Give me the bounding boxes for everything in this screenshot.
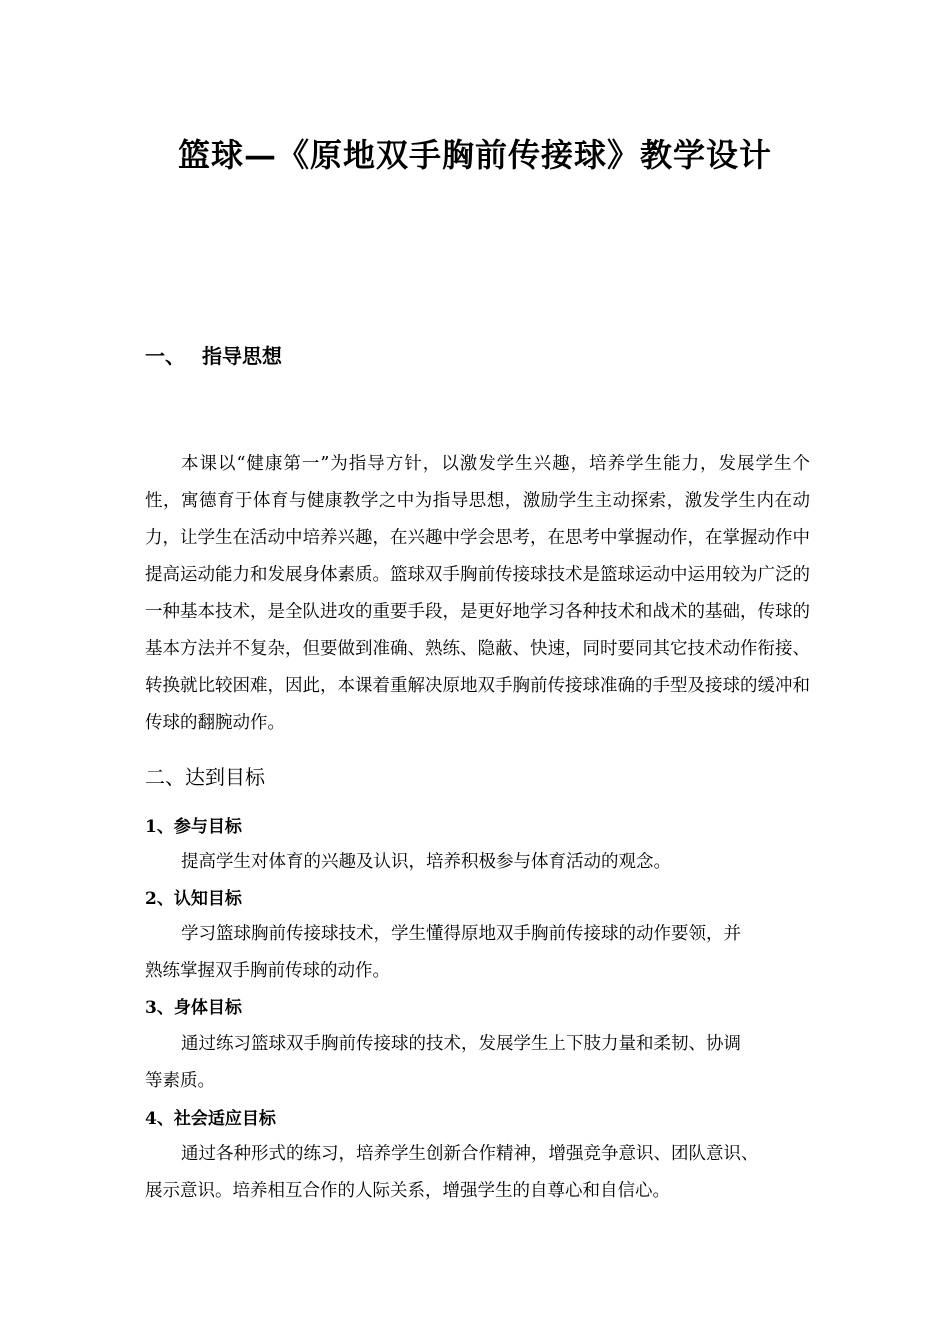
goal-text-line: 学习篮球胸前传接球技术，学生懂得原地双手胸前传接球的动作要领，并 [181, 924, 741, 944]
section-heading-goals: 二、达到目标 [145, 765, 265, 789]
goal-heading-participation: 1、参与目标 [145, 817, 242, 837]
guiding-ideology-paragraph: 本课以“健康第一”为指导方针，以激发学生兴趣，培养学生能力，发展学生个性，寓德育于体育与健康教学之中为指导思想，激励学生主动探索，激发学生内在动力，让学生在活动中培养兴趣，在兴趣中学会思考，在思考中掌握动作，在掌握动作中提高运动能力和发展身体素质。篮球双手胸前传接球技术是篮球运动中运用较为广泛的一种基本技术，是全队进攻的重要手段，是更好地学习各种技术和战术的基础，传球的基本方法并不复杂，但要做到准确、熟练、隐蔽、快速，同时要同其它技术动作衔接、转换就比较困难，因此，本课着重解决原地双手胸前传接球准确的手型及接球的缓冲和传球的翻腕动作。 [145, 454, 810, 733]
document-title: 篮球—《原地双手胸前传接球》教学设计 [177, 136, 772, 174]
goal-text-line: 展示意识。培养相互合作的人际关系，增强学生的自尊心和自信心。 [145, 1181, 670, 1201]
goal-text-line: 通过练习篮球双手胸前传接球的技术，发展学生上下肢力量和柔韧、协调 [181, 1034, 741, 1054]
goal-text-line: 提高学生对体育的兴趣及认识，培养积极参与体育活动的观念。 [181, 852, 671, 872]
section-number: 一、 [145, 344, 185, 368]
section-heading-guiding-ideology [145, 340, 282, 369]
goal-heading-social-adaptation: 4、社会适应目标 [145, 1109, 276, 1129]
section-heading-text: 指导思想 [202, 344, 282, 368]
goal-text-line: 熟练掌握双手胸前传球的动作。 [145, 961, 390, 981]
goal-heading-cognitive: 2、认知目标 [145, 889, 242, 909]
goal-text-line: 等素质。 [145, 1071, 215, 1091]
goal-heading-physical: 3、身体目标 [145, 998, 242, 1018]
goal-text-line: 通过各种形式的练习，培养学生创新合作精神，增强竞争意识、团队意识、 [181, 1144, 759, 1164]
